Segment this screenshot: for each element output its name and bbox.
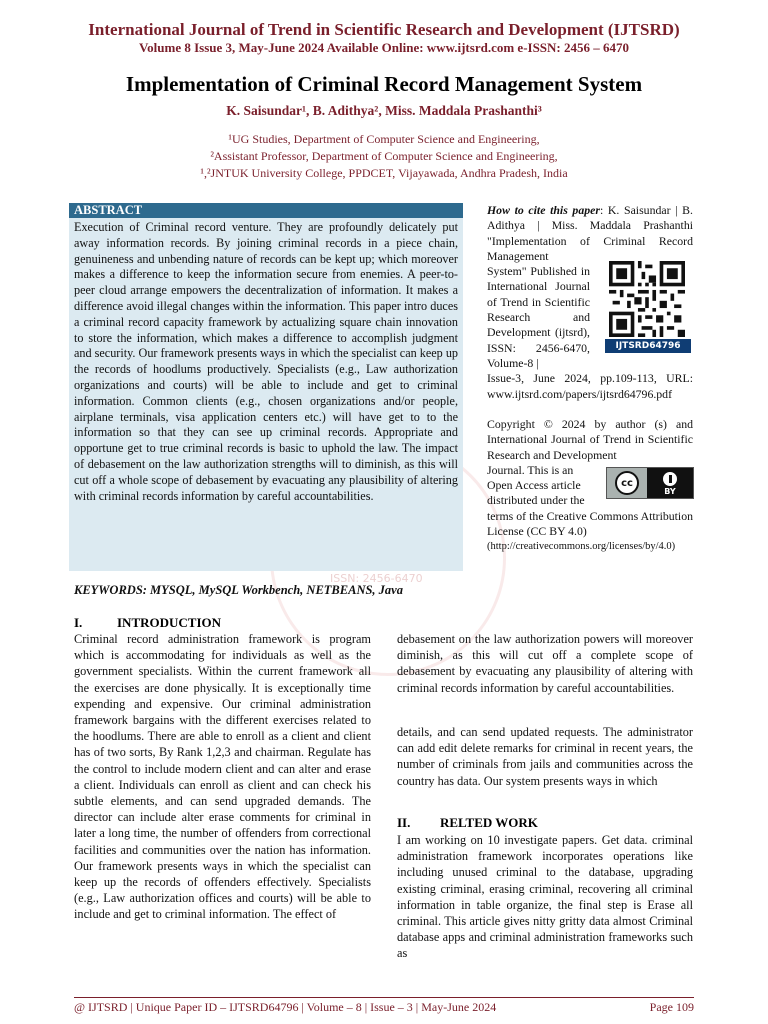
footer-divider [74, 997, 694, 998]
keywords: KEYWORDS: MYSQL, MySQL Workbench, NETBEANS, Java [74, 583, 403, 597]
paper-authors: K. Saisundar¹, B. Adithya², Miss. Maddala Prashanthi³ [226, 103, 542, 118]
affiliation-2: ²Assistant Professor, Department of Computer Science and Engineering, [210, 149, 558, 163]
intro-left-text: Criminal record administration framework is program which is accommodating for individuals as well as the government specialists. Within the current framework all the exercises are done physically. It is exceptionally time expending and expensive. Our criminal administration framework bargains with the different exercises related to the hoodlums. There are able to enroll as a client and client has of two sorts, By Rank 1,2,3 and chairman. Regulate has the control to include modern client and can alter and erase a client. Individuals can enroll as client and can check his subtle elements, and can send upgraded demands. The director can include alter erase comments for criminal in later a long time, the number of offenders from correctional facilities and communities over the nation has information. Our framework presents ways in which the specialist can keep up the records of offenders effectively. Specialists (e.g., Law authorization offices and courts) will be able to include and get to criminal information. The effect of [74, 632, 371, 922]
paper-title: Implementation of Criminal Record Management System [125, 72, 643, 96]
page-number: Page 109 [649, 1000, 694, 1014]
citation-line-first: : K. Saisundar | B. Adithya | Miss. Maddala Prashanthi "Implementation of Criminal Record Management [487, 203, 693, 263]
copyright-text-rest: terms of the Creative Commons Attribution License (CC BY 4.0) [487, 508, 693, 539]
cc-by-badge [606, 467, 694, 499]
section-intro-number: I. [74, 615, 83, 630]
affiliation-1: ¹UG Studies, Department of Computer Science and Engineering, [228, 132, 540, 146]
intro-right-text-2: details, and can send updated requests. The administrator can add edit delete remarks for criminal in recent years, the number of criminals from jails and communities across the country has data. Our system presents ways in which [397, 725, 693, 788]
citation-first [487, 203, 693, 264]
abstract-box [69, 203, 463, 571]
abstract-heading: ABSTRACT [69, 203, 463, 218]
section-related-title: RELTED WORK [440, 815, 538, 830]
license-url[interactable]: (http://creativecommons.org/licenses/by/4.0) [487, 541, 676, 553]
cc-icon: cc [615, 471, 639, 495]
abstract-text: Execution of Criminal record venture. They are profoundly delicately put away information records. By joining criminal records in a piece chain, genuineness and unbending nature of records can be kept up; which moreover makes a difference to keep the information secure from enemies. A peer-to-peer cloud arrange empowers the decentralization of information. It makes a difference avoid illegal changes within the information. This paper intro duces a criminal record capacity framework by actualizing square chain innovation to store the information, which makes a difference to accomplish judgment and security. Our framework presents ways in which the specialist can keep up the records of hoodlums productively. Specialists (e.g., Law authorization organizations and courts) will be able to include and get to criminal information. Common clients (e.g., chosen organizations and/or people, airplane terminals, visa application centers etc.) will have get to to the information so that they can see up criminal records. Appropriate and opportune get to true criminal records is basic to uphold the law. The impact of debasement on the law authorization strengths will to diminish, as this will cut off a whole scope of debasement by evacuating any plausibility of altering with criminal records information by careful accountabilities. [74, 220, 459, 503]
page-footer [74, 1000, 694, 1015]
section-intro-title: INTRODUCTION [117, 615, 222, 630]
intro-right-text-1: debasement on the law authorization powers will moreover diminish, as this will cut off a complete scope of debasement by evacuating any plausibility of altering with criminal records information by careful accountabilities. [397, 632, 693, 695]
footer-text: @ IJTSRD | Unique Paper ID – IJTSRD64796 | Volume – 8 | Issue – 3 | May-June 2024 [74, 1000, 497, 1014]
related-work-text: I am working on 10 investigate papers. Get data. criminal administration framework incorporates operations like including unused criminal to the database, upgrading existing criminal, erasing criminal, recovering all criminal information in table organize, the final step is Erase all criminal. This article gives nitty gritty data almost Criminal database apps and criminal administration frameworks such as [397, 833, 693, 961]
qr-code-icon [609, 261, 685, 337]
copyright-text-narrow: Journal. This is an Open Access article distributed under the [487, 462, 585, 508]
citation-line-rest: Issue-3, June 2024, pp.109-113, URL: www.ijtsrd.com/papers/ijtsrd64796.pdf [487, 371, 693, 401]
section-related-number: II. [397, 815, 411, 830]
copyright-text-first: Copyright © 2024 by author (s) and International Journal of Trend in Scientific Research and Development [487, 417, 693, 462]
affiliation-3: ¹,²JNTUK University College, PPDCET, Vijayawada, Andhra Pradesh, India [200, 166, 568, 180]
citation-label: How to cite this paper [487, 203, 600, 217]
by-label: BY [664, 486, 676, 496]
journal-title: International Journal of Trend in Scientific Research and Development (IJTSRD) [88, 20, 680, 39]
qr-paper-id: IJTSRD64796 [605, 339, 691, 353]
journal-subtitle: Volume 8 Issue 3, May-June 2024 Available Online: www.ijtsrd.com e-ISSN: 2456 – 6470 [138, 40, 630, 55]
citation-line-narrow: System" Published in International Journal of Trend in Scientific Research and Development (ijtsrd), ISSN: 2456-6470, Volume-8 | [487, 264, 590, 370]
attribution-person-icon [662, 471, 678, 487]
watermark-text: ISSN: 2456-6470 [330, 572, 423, 585]
